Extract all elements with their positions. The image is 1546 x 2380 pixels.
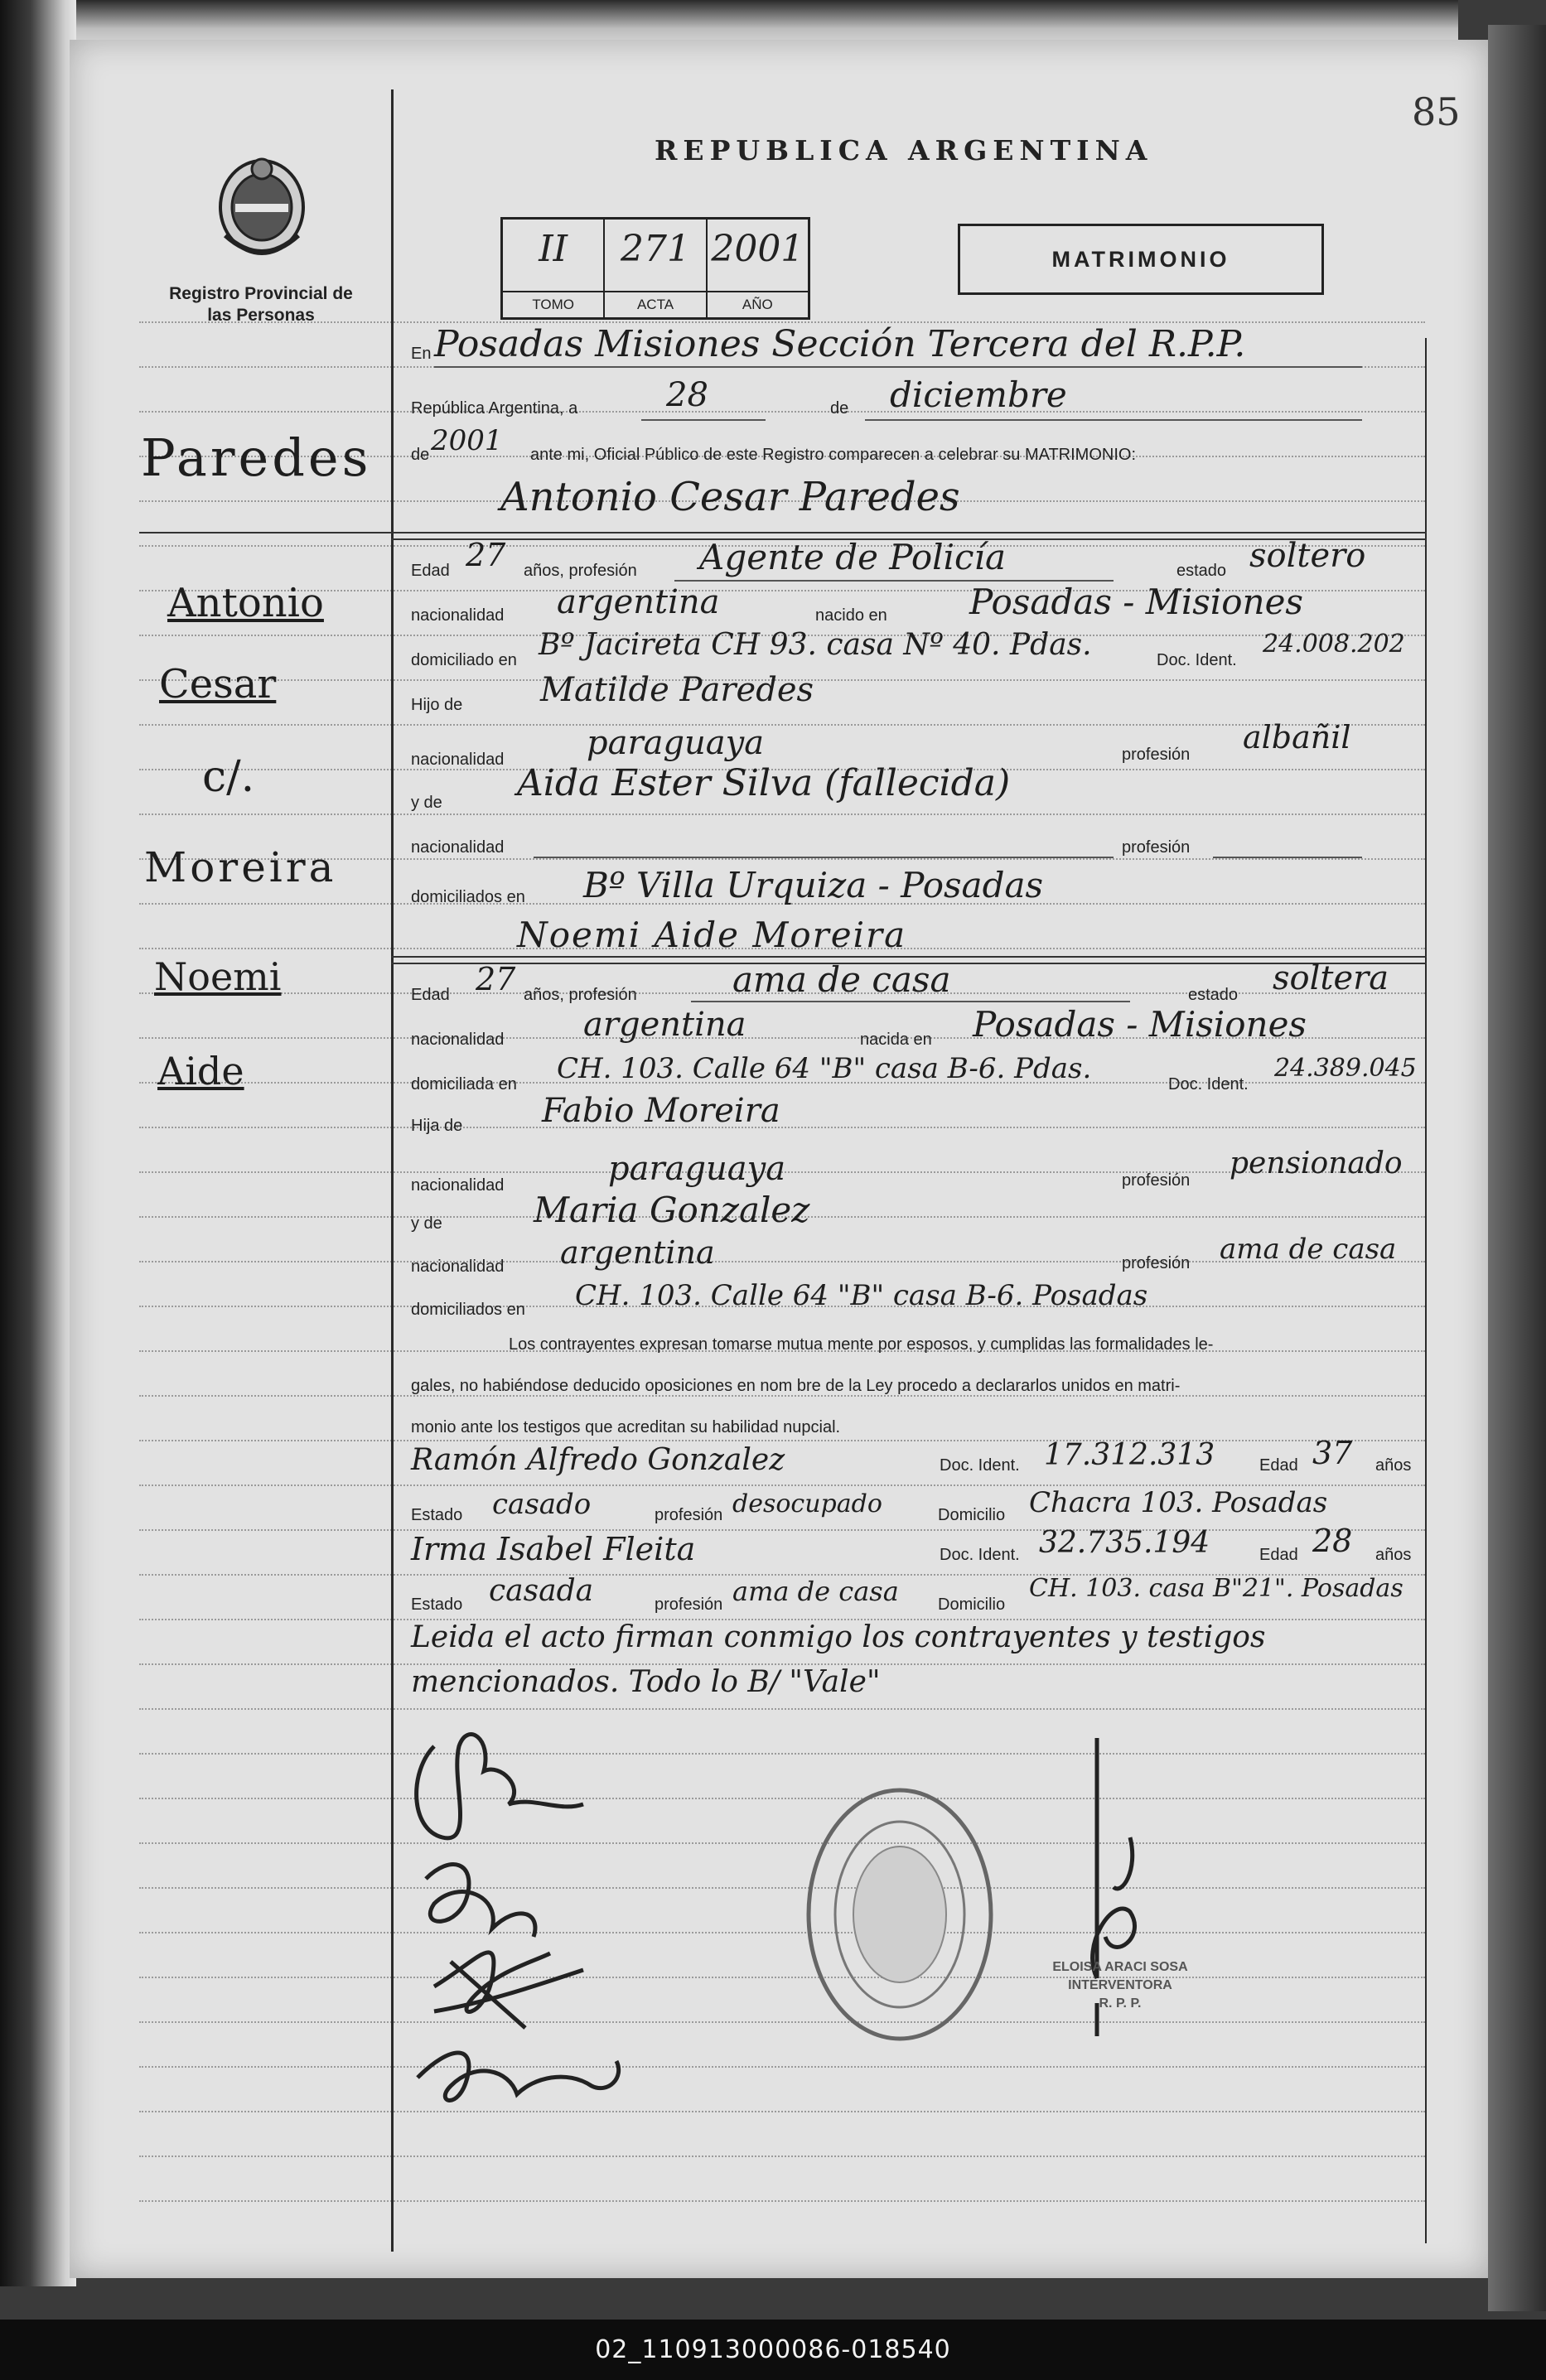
witness-2-name: Irma Isabel Fleita bbox=[411, 1531, 696, 1567]
bride-profession: ama de casa bbox=[732, 959, 951, 1000]
formal-text-line-3: monio ante los testigos que acreditan su habilidad nupcial. bbox=[411, 1418, 841, 1436]
witness-2-doc-label: Doc. Ident. bbox=[940, 1546, 1020, 1564]
ruled-line bbox=[139, 2021, 1425, 2023]
page-number: 85 bbox=[1412, 89, 1461, 134]
underline bbox=[641, 419, 766, 421]
witness-2-anos-label: años bbox=[1375, 1546, 1412, 1564]
tomo-value: II bbox=[539, 228, 568, 270]
bride-parents-address: CH. 103. Calle 64 "B" casa B-6. Posadas bbox=[575, 1279, 1148, 1312]
bride-y-de-label: y de bbox=[411, 1214, 442, 1233]
ruled-line bbox=[139, 1127, 1425, 1128]
section-separator-bride bbox=[391, 956, 1427, 958]
witness-2-estado-label: Estado bbox=[411, 1596, 463, 1614]
footer-bar bbox=[0, 2320, 1546, 2380]
groom-father-nacionalidad-label: nacionalidad bbox=[411, 751, 505, 769]
ruled-line bbox=[139, 411, 1425, 413]
witness-2-profesion-label: profesión bbox=[655, 1596, 723, 1614]
ruled-line bbox=[139, 813, 1425, 815]
ruled-line bbox=[139, 1977, 1425, 1978]
groom-profession: Agente de Policía bbox=[699, 537, 1007, 577]
ruled-line bbox=[139, 1798, 1425, 1799]
ruled-line bbox=[139, 1753, 1425, 1755]
margin-separator bbox=[139, 532, 391, 533]
underline bbox=[691, 1001, 1130, 1002]
bride-profesion-label: años, profesión bbox=[524, 986, 637, 1004]
right-rule bbox=[1425, 338, 1427, 2243]
closing-line-2: mencionados. Todo lo B/ "Vale" bbox=[411, 1665, 881, 1699]
ruled-line bbox=[139, 1708, 1425, 1710]
bride-document-number: 24.389.045 bbox=[1274, 1054, 1417, 1083]
acta-cell bbox=[605, 220, 707, 317]
signatures-contrayentes-testigos bbox=[401, 1713, 683, 2144]
book-spine bbox=[0, 0, 76, 2286]
witness-2-document-number: 32.735.194 bbox=[1039, 1526, 1210, 1560]
formal-text-line-2: gales, no habiéndose deducido oposiciones en nom bre de la Ley procedo a declararlos unidos en matri- bbox=[411, 1377, 1181, 1395]
underline bbox=[865, 419, 1362, 421]
witness-2-profession: ama de casa bbox=[732, 1576, 899, 1607]
bride-doc-label: Doc. Ident. bbox=[1168, 1075, 1249, 1093]
groom-parents-domicilio-label: domiciliados en bbox=[411, 888, 525, 906]
witness-1-edad-label: Edad bbox=[1259, 1456, 1298, 1475]
groom-edad-label: Edad bbox=[411, 562, 450, 580]
bride-father-nacionalidad-label: nacionalidad bbox=[411, 1176, 505, 1195]
bride-parents-domicilio-label: domiciliados en bbox=[411, 1301, 525, 1319]
witness-1-profession: desocupado bbox=[732, 1489, 882, 1518]
en-label: En bbox=[411, 345, 432, 363]
bride-father-profession: pensionado bbox=[1230, 1147, 1403, 1180]
witness-1-doc-label: Doc. Ident. bbox=[940, 1456, 1020, 1475]
officer-name: ELOISA ARACI SOSA bbox=[1052, 1960, 1188, 1974]
witness-1-anos-label: años bbox=[1375, 1456, 1412, 1475]
margin-surname-groom: Paredes bbox=[141, 427, 372, 488]
bride-estado-label: estado bbox=[1188, 986, 1239, 1004]
witness-2-marital-status: casada bbox=[489, 1574, 594, 1608]
bride-nationality: argentina bbox=[583, 1006, 746, 1044]
groom-mother-nacionalidad-label: nacionalidad bbox=[411, 838, 505, 857]
bride-birthplace: Posadas - Misiones bbox=[973, 1004, 1307, 1045]
ano-value: 2001 bbox=[711, 228, 804, 270]
ruled-line bbox=[139, 724, 1425, 726]
registry-seal-stamp bbox=[800, 1779, 999, 2049]
ruled-line bbox=[139, 2200, 1425, 2202]
bride-full-name: Noemi Aide Moreira bbox=[517, 915, 907, 955]
witness-1-name: Ramón Alfredo Gonzalez bbox=[411, 1443, 785, 1477]
groom-father-profession: albañil bbox=[1243, 719, 1351, 756]
groom-marital-status: soltero bbox=[1249, 537, 1366, 575]
ruled-line bbox=[139, 1529, 1425, 1531]
witness-1-estado-label: Estado bbox=[411, 1506, 463, 1524]
groom-father-profesion-label: profesión bbox=[1122, 746, 1191, 764]
underline bbox=[434, 366, 1362, 368]
ruled-line bbox=[139, 1932, 1425, 1933]
witness-1-address: Chacra 103. Posadas bbox=[1029, 1486, 1328, 1519]
tomo-label: TOMO bbox=[503, 291, 603, 317]
bride-address: CH. 103. Calle 64 "B" casa B-6. Pdas. bbox=[557, 1052, 1092, 1085]
witness-1-profesion-label: profesión bbox=[655, 1506, 723, 1524]
bride-nacida-label: nacida en bbox=[860, 1031, 932, 1049]
acta-label: ACTA bbox=[605, 291, 705, 317]
bride-nacionalidad-label: nacionalidad bbox=[411, 1031, 505, 1049]
de-label: de bbox=[830, 399, 849, 418]
ruled-line bbox=[139, 2156, 1425, 2157]
groom-nacido-label: nacido en bbox=[815, 606, 887, 625]
groom-estado-label: estado bbox=[1176, 562, 1227, 580]
tomo-acta-ano-box bbox=[500, 217, 810, 320]
witness-1-domicilio-label: Domicilio bbox=[938, 1506, 1006, 1524]
groom-birthplace: Posadas - Misiones bbox=[969, 582, 1303, 622]
officer-stamp bbox=[1012, 1958, 1228, 2013]
country-title: REPUBLICA ARGENTINA bbox=[655, 134, 1153, 167]
bride-mother-profession: ama de casa bbox=[1220, 1233, 1397, 1266]
registry-place: Posadas Misiones Sección Tercera del R.P.P. bbox=[434, 323, 1246, 365]
registry-office-name: Registro Provincial de las Personas bbox=[169, 284, 353, 325]
groom-full-name: Antonio Cesar Paredes bbox=[500, 474, 960, 520]
ano-cell bbox=[708, 220, 808, 317]
tomo-cell bbox=[503, 220, 605, 317]
underline bbox=[534, 857, 1114, 858]
groom-document-number: 24.008.202 bbox=[1263, 630, 1405, 659]
margin-rule bbox=[391, 89, 394, 2252]
republica-date-label: República Argentina, a bbox=[411, 399, 578, 418]
margin-surname-bride: Moreira bbox=[144, 843, 337, 891]
formal-text-line-1: Los contrayentes expresan tomarse mutua mente por esposos, y cumplidas las formalidades le- bbox=[509, 1335, 1214, 1354]
bride-father-nationality: paraguaya bbox=[608, 1150, 786, 1188]
ruled-line bbox=[139, 2066, 1425, 2068]
footer-code: 02_110913000086-018540 bbox=[595, 2335, 951, 2364]
margin-connector: c/. bbox=[202, 752, 255, 802]
register-page bbox=[70, 40, 1488, 2278]
officer-role: INTERVENTORA bbox=[1068, 1978, 1172, 1992]
groom-father-nationality: paraguaya bbox=[587, 724, 765, 762]
witness-2-edad-label: Edad bbox=[1259, 1546, 1298, 1564]
bride-mother-profesion-label: profesión bbox=[1122, 1254, 1191, 1272]
document-type-box: MATRIMONIO bbox=[958, 224, 1324, 295]
closing-line-1: Leida el acto firman conmigo los contrayentes y testigos bbox=[411, 1620, 1266, 1654]
witness-1-marital-status: casado bbox=[492, 1488, 592, 1521]
ruled-line bbox=[139, 1887, 1425, 1889]
registration-year: 2001 bbox=[431, 424, 503, 457]
ruled-line bbox=[139, 1440, 1425, 1441]
underline bbox=[1213, 857, 1362, 858]
intro-closing-text: ante mi, Oficial Público de este Registro comparecen a celebrar su MATRIMONIO: bbox=[530, 446, 1137, 464]
acta-value: 271 bbox=[621, 228, 690, 270]
de-year-label: de bbox=[411, 446, 430, 464]
bride-domicilio-label: domiciliada en bbox=[411, 1075, 517, 1093]
margin-middle-name-groom: Cesar bbox=[159, 661, 277, 707]
section-separator-groom bbox=[391, 532, 1427, 533]
witness-1-age: 37 bbox=[1312, 1435, 1353, 1471]
witness-2-address: CH. 103. casa B"21". Posadas bbox=[1029, 1574, 1403, 1603]
groom-address: Bº Jacireta CH 93. casa Nº 40. Pdas. bbox=[539, 628, 1092, 662]
groom-mother-name: Aida Ester Silva (fallecida) bbox=[517, 762, 1011, 804]
bride-mother-nacionalidad-label: nacionalidad bbox=[411, 1258, 505, 1276]
witness-1-document-number: 17.312.313 bbox=[1044, 1438, 1215, 1472]
groom-mother-profesion-label: profesión bbox=[1122, 838, 1191, 857]
groom-domicilio-label: domiciliado en bbox=[411, 651, 517, 669]
groom-doc-label: Doc. Ident. bbox=[1157, 651, 1237, 669]
margin-first-name-groom: Antonio bbox=[167, 580, 324, 626]
bride-mother-name: Maria Gonzalez bbox=[534, 1190, 810, 1230]
bride-mother-nationality: argentina bbox=[560, 1234, 715, 1271]
groom-age: 27 bbox=[466, 537, 506, 573]
witness-2-domicilio-label: Domicilio bbox=[938, 1596, 1006, 1614]
groom-nationality: argentina bbox=[557, 583, 720, 621]
ruled-line bbox=[139, 1842, 1425, 1844]
margin-middle-name-bride: Aide bbox=[157, 1049, 244, 1093]
groom-parents-address: Bº Villa Urquiza - Posadas bbox=[583, 865, 1044, 905]
groom-profesion-label: años, profesión bbox=[524, 562, 637, 580]
registration-month: diciembre bbox=[890, 374, 1067, 415]
bride-hija-label: Hija de bbox=[411, 1117, 463, 1135]
officer-office: R. P. P. bbox=[1099, 1996, 1142, 2011]
groom-father-name: Matilde Paredes bbox=[540, 671, 814, 709]
groom-y-de-label: y de bbox=[411, 794, 442, 812]
book-right-edge bbox=[1488, 25, 1546, 2311]
witness-2-age: 28 bbox=[1312, 1523, 1353, 1559]
margin-first-name-bride: Noemi bbox=[154, 954, 282, 999]
groom-hijo-label: Hijo de bbox=[411, 696, 463, 714]
bride-father-profesion-label: profesión bbox=[1122, 1171, 1191, 1190]
groom-nacionalidad-label: nacionalidad bbox=[411, 606, 505, 625]
bride-father-name: Fabio Moreira bbox=[542, 1092, 780, 1130]
bride-edad-label: Edad bbox=[411, 986, 450, 1004]
bride-marital-status: soltera bbox=[1273, 959, 1389, 997]
ano-label: AÑO bbox=[708, 291, 808, 317]
ruled-line bbox=[139, 2111, 1425, 2112]
coat-of-arms-icon bbox=[210, 152, 313, 262]
registration-day: 28 bbox=[666, 376, 708, 414]
bride-age: 27 bbox=[476, 961, 516, 997]
